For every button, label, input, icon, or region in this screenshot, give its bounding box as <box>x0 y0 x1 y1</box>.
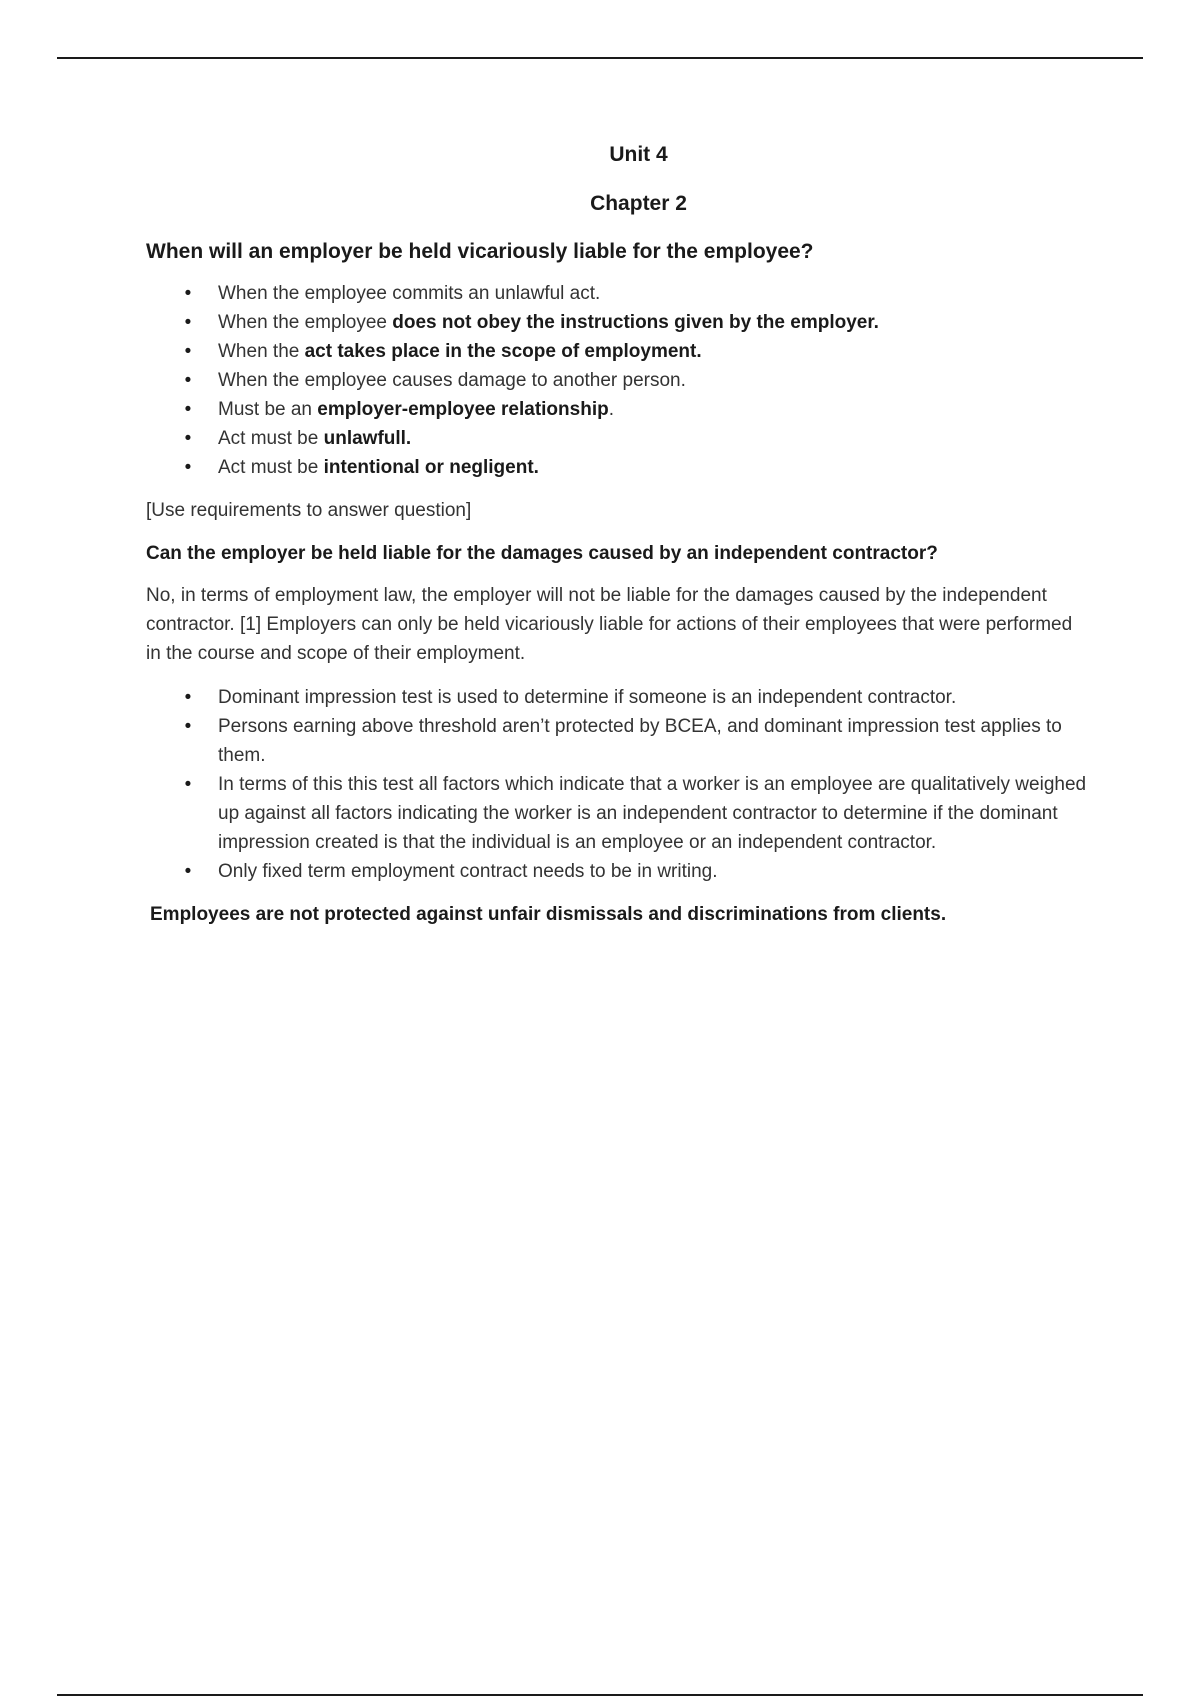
vicarious-liability-question: When will an employer be held vicariously liable for the employee? <box>146 240 814 263</box>
requirements-note: [Use requirements to answer question] <box>146 500 472 521</box>
list-item <box>146 453 1091 482</box>
list-item <box>146 395 1091 424</box>
list-item-text: Must be an <box>218 399 318 420</box>
bullet-icon: • <box>184 687 192 708</box>
bullet-icon: • <box>184 341 192 362</box>
list-item-text: When the employee causes damage to another person. <box>218 370 686 391</box>
bullet-icon: • <box>184 861 192 882</box>
list-item <box>146 337 1091 366</box>
final-statement: Employees are not protected against unfair dismissals and discriminations from clients. <box>150 904 947 925</box>
list-item-text: Only fixed term employment contract needs to be in writing. <box>218 861 718 882</box>
footer-rule <box>57 1694 1143 1696</box>
list-item <box>146 308 1091 337</box>
list-item <box>146 424 1091 453</box>
chapter-title: Chapter 2 <box>590 192 687 215</box>
bullet-icon: • <box>184 370 192 391</box>
requirements-list <box>146 279 1091 482</box>
list-item <box>146 279 1091 308</box>
unit-title: Unit 4 <box>609 143 668 166</box>
list-item-text: Act must be <box>218 428 324 449</box>
list-item-text: Persons earning above threshold aren’t protected by BCEA, and dominant impression test applies to them. <box>218 716 1062 766</box>
bullet-icon: • <box>184 399 192 420</box>
document-body <box>146 140 1091 930</box>
list-item-text: Dominant impression test is used to determine if someone is an independent contractor. <box>218 687 957 708</box>
list-item <box>146 712 1091 770</box>
list-item <box>146 683 1091 712</box>
bullet-icon: • <box>184 283 192 304</box>
list-item-bold: intentional or negligent. <box>323 457 539 478</box>
list-item <box>146 857 1091 886</box>
list-item-text: Act must be <box>218 457 324 478</box>
independent-contractor-answer: No, in terms of employment law, the employer will not be liable for the damages caused by the independent contractor. [1] Employers can only be held vicariously liable for actions of their employees that were performed in the course and scope of their employment. <box>146 585 1073 664</box>
list-item-text: When the employee <box>218 312 393 333</box>
bullet-icon: • <box>184 428 192 449</box>
bullet-icon: • <box>184 774 192 795</box>
bullet-icon: • <box>184 457 192 478</box>
list-item-bold: employer-employee relationship <box>317 399 609 420</box>
list-item-bold: does not obey the instructions given by the employer. <box>392 312 879 333</box>
header-rule <box>57 57 1143 59</box>
independent-contractor-question: Can the employer be held liable for the damages caused by an independent contractor? <box>146 543 938 564</box>
bullet-icon: • <box>184 716 192 737</box>
list-item <box>146 366 1091 395</box>
list-item-suffix: . <box>608 399 614 420</box>
list-item-text: When the <box>218 341 305 362</box>
list-item <box>146 770 1091 857</box>
dominant-impression-list <box>146 683 1091 886</box>
list-item-text: In terms of this this test all factors which indicate that a worker is an employee are qualitatively weighed up against all factors indicating the worker is an independent contractor to determine if the dominant impression created is that the individual is an employee or an independent contractor. <box>218 774 1087 853</box>
list-item-text: When the employee commits an unlawful act. <box>218 283 601 304</box>
list-item-bold: unlawfull. <box>323 428 412 449</box>
bullet-icon: • <box>184 312 192 333</box>
list-item-bold: act takes place in the scope of employment. <box>304 341 702 362</box>
